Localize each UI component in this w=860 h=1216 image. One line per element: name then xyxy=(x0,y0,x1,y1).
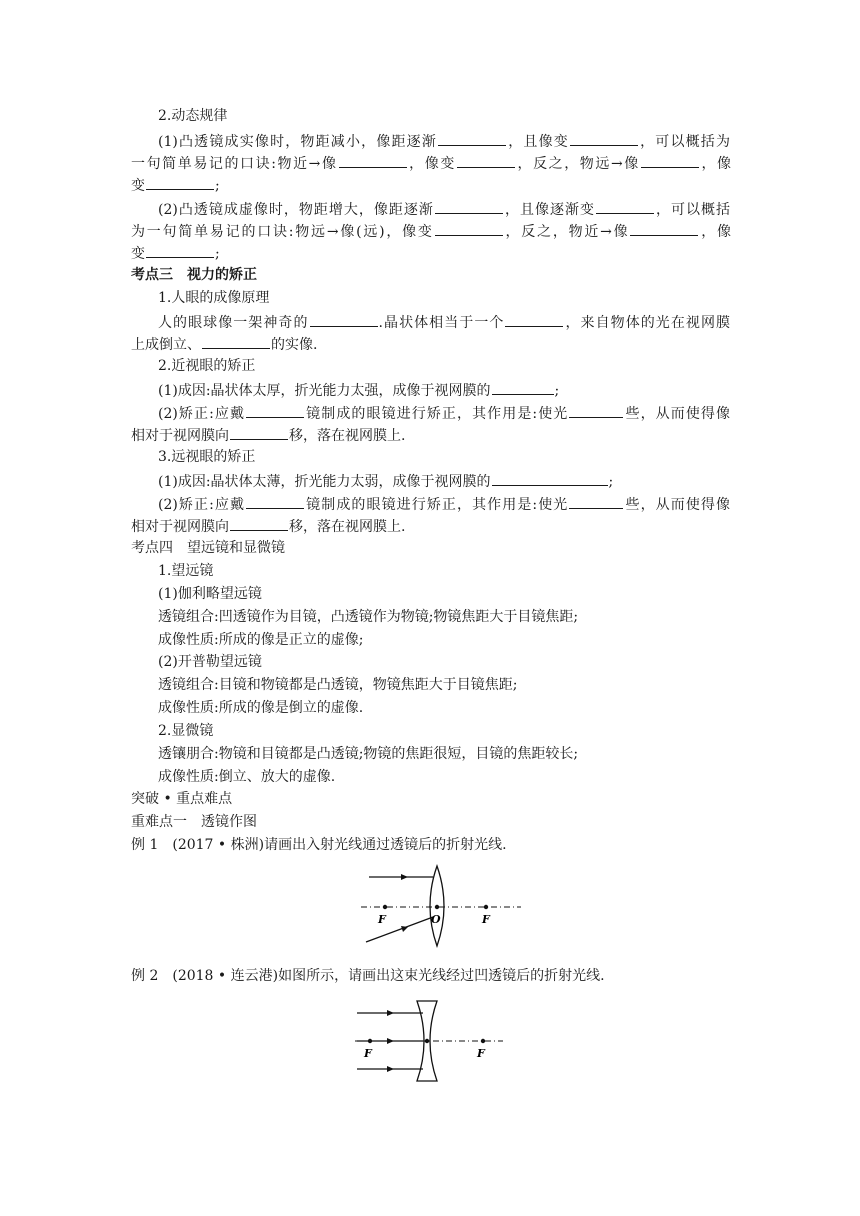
blank xyxy=(310,311,378,327)
blank xyxy=(246,493,304,509)
blank xyxy=(570,130,638,146)
arrow-icon xyxy=(387,1010,394,1016)
section4-sub1: 1.望远镜 xyxy=(158,563,214,579)
arrow-icon xyxy=(387,1066,394,1072)
myopia-fix-line1: (2)矫正:应戴 镜制成的眼镜进行矫正，其作用是:使光 些，从而使得像 xyxy=(158,402,730,424)
hyper-fix-line1: (2)矫正:应戴 镜制成的眼镜进行矫正，其作用是:使光 些，从而使得像 xyxy=(158,493,730,515)
hyper-cause: (1)成因:晶状体太薄，折光能力太弱，成像于视网膜的 ; xyxy=(158,470,758,492)
optical-center xyxy=(435,905,439,909)
blank xyxy=(492,470,608,486)
label-f-right: F xyxy=(482,913,490,926)
blank xyxy=(146,242,214,258)
p1-line2: 一句简单易记的口诀:物近→像 ，像变 ，反之，物远→像 ，像 xyxy=(131,152,731,174)
blank xyxy=(435,220,503,236)
breakthrough-title: 突破 • 重点难点 xyxy=(131,791,233,807)
focal-point-right xyxy=(481,1039,485,1043)
galileo-heading: (1)伽利略望远镜 xyxy=(158,586,262,602)
galileo-combo: 透镜组合:凹透镜作为目镜，凸透镜作为物镜;物镜焦距大于目镜焦距; xyxy=(158,609,579,625)
blank xyxy=(339,152,407,168)
focal-point-left xyxy=(368,1039,372,1043)
blank xyxy=(202,333,270,349)
blank xyxy=(146,174,214,190)
p2-line3: 变 ; xyxy=(131,242,731,264)
eye-line1: 人的眼球像一架神奇的 .晶状体相当于一个 ，来自物体的光在视网膜 xyxy=(158,311,730,333)
microscope-combo: 透镶朋合:物镜和目镜都是凸透镜;物镜的焦距很短，目镜的焦距较长; xyxy=(158,746,579,762)
blank xyxy=(230,424,288,440)
section4-sub2: 2.显微镜 xyxy=(158,723,214,739)
section3-sub2: 2.近视眼的矫正 xyxy=(158,358,256,374)
microscope-nature: 成像性质:倒立、放大的虚像. xyxy=(158,769,336,785)
blank xyxy=(492,379,554,395)
blank xyxy=(438,130,506,146)
optical-center xyxy=(425,1039,429,1043)
focal-point-right xyxy=(484,905,488,909)
blank xyxy=(596,198,654,214)
blank xyxy=(457,152,515,168)
myopia-fix-line2: 相对于视网膜向 移，落在视网膜上. xyxy=(131,424,731,446)
blank xyxy=(230,515,288,531)
label-f-left: F xyxy=(378,913,386,926)
hyper-fix-line2: 相对于视网膜向 移，落在视网膜上. xyxy=(131,515,731,537)
kepler-heading: (2)开普勒望远镜 xyxy=(158,654,262,670)
eye-line2: 上成倒立、 的实像. xyxy=(131,333,731,355)
kepler-nature: 成像性质:所成的像是倒立的虚像. xyxy=(158,700,364,716)
arrow-icon xyxy=(401,926,408,932)
example-1: 例 1 (2017 • 株洲)请画出入射光线通过透镜后的折射光线. xyxy=(131,837,507,853)
p1-line1: (1)凸透镜成实像时，物距减小，像距逐渐 ，且像变 ，可以概括为 xyxy=(158,130,730,152)
incident-ray-oblique xyxy=(366,917,433,942)
kepler-combo: 透镜组合:目镜和物镜都是凸透镜，物镜焦距大于目镜焦距; xyxy=(158,677,518,693)
arrow-icon xyxy=(401,874,408,880)
galileo-nature: 成像性质:所成的像是正立的虚像; xyxy=(158,632,364,648)
concave-lens-figure xyxy=(355,996,507,1082)
blank xyxy=(569,402,623,418)
key-point-1: 重难点一 透镜作图 xyxy=(131,814,257,830)
section3-sub3: 3.远视眼的矫正 xyxy=(158,449,256,465)
p2-line1: (2)凸透镜成虚像时，物距增大，像距逐渐 ，且像逐渐变 ，可以概括 xyxy=(158,198,730,220)
p1-line3: 变 ; xyxy=(131,174,731,196)
label-o: O xyxy=(431,913,441,926)
blank xyxy=(435,198,503,214)
label-f-left: F xyxy=(364,1047,372,1060)
example-2: 例 2 (2018 • 连云港)如图所示，请画出这束光线经过凹透镜后的折射光线. xyxy=(131,968,605,984)
myopia-cause: (1)成因:晶状体太厚，折光能力太强，成像于视网膜的 ; xyxy=(158,379,758,401)
blank xyxy=(505,311,563,327)
section3-sub1: 1.人眼的成像原理 xyxy=(158,290,270,306)
blank xyxy=(246,402,304,418)
convex-lens-figure xyxy=(361,863,526,948)
blank xyxy=(630,220,698,236)
label-f-right: F xyxy=(477,1047,485,1060)
focal-point-left xyxy=(383,905,387,909)
section3-title: 考点三 视力的矫正 xyxy=(131,267,257,283)
heading-dynamic: 2.动态规律 xyxy=(158,108,228,124)
arrow-icon xyxy=(387,1038,394,1044)
section4-title: 考点四 望远镜和显微镜 xyxy=(131,540,285,556)
blank xyxy=(569,493,623,509)
blank xyxy=(641,152,699,168)
p2-line2: 为一句简单易记的口诀:物远→像(远)，像变 ，反之，物近→像 ，像 xyxy=(131,220,731,242)
